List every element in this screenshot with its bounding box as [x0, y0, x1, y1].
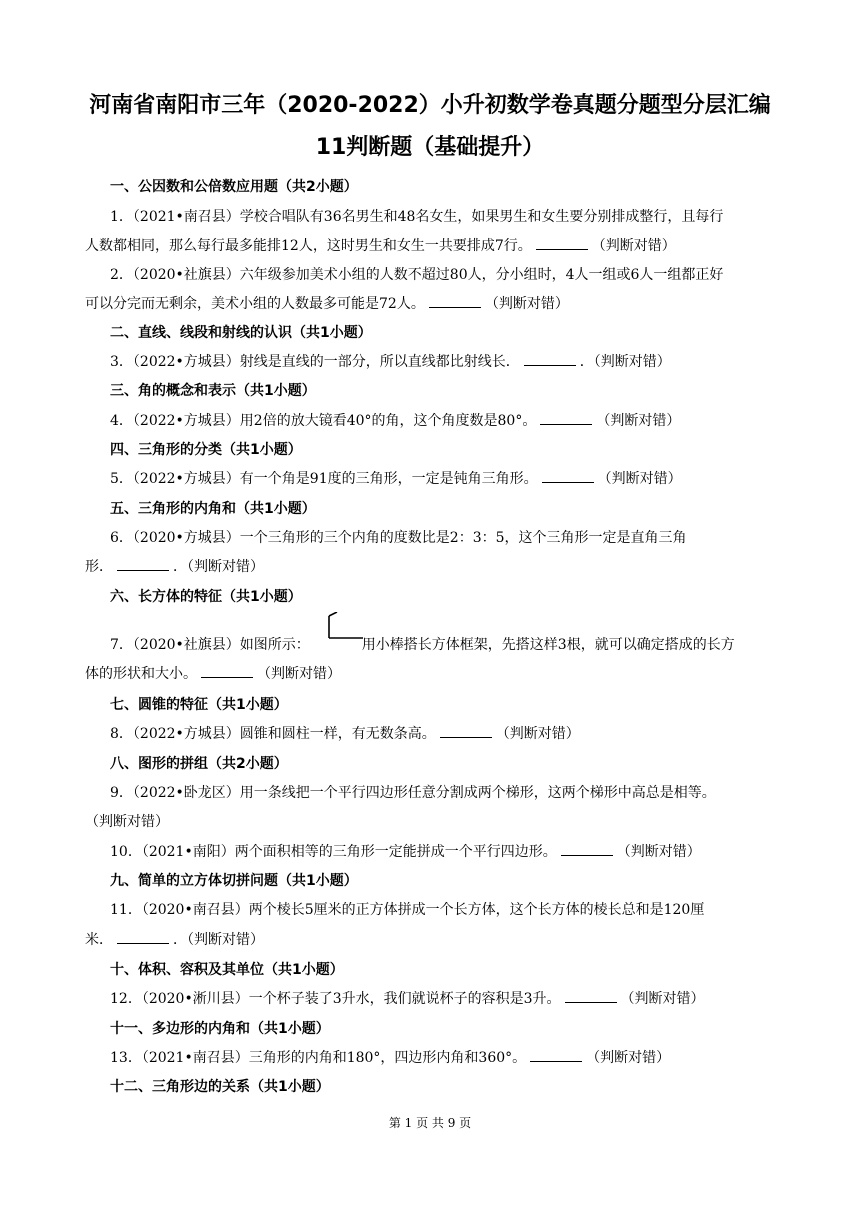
section-heading: 三、角的概念和表示（共1小题） — [110, 383, 316, 399]
section-heading: 九、简单的立方体切拼问题（共1小题） — [110, 873, 358, 889]
answer-blank[interactable] — [561, 843, 613, 856]
document-subtitle: 11判断题（基础提升） — [315, 135, 545, 160]
question-2-line-1: 2．（2020•社旗县）六年级参加美术小组的人数不超过80人，分小组时，4人一组或6人一组都正好 — [110, 267, 724, 283]
question-4: 4．（2022•方城县）用2倍的放大镜看40°的角，这个角度数是80°。 （判断对错） — [110, 413, 681, 429]
question-6-line-1: 6．（2020•方城县）一个三角形的三个内角的度数比是2：3：5，这个三角形一定是直角三角 — [110, 530, 687, 546]
answer-blank[interactable] — [565, 990, 617, 1003]
question-11-line-2: 米． ．（判断对错） — [85, 932, 264, 948]
section-heading: 七、圆锥的特征（共1小题） — [110, 697, 288, 713]
answer-blank[interactable] — [524, 353, 576, 366]
answer-blank[interactable] — [201, 665, 253, 678]
question-10: 10．（2021•南阳）两个面积相等的三角形一定能拼成一个平行四边形。 （判断对错） — [110, 844, 701, 860]
answer-blank[interactable] — [117, 931, 169, 944]
question-8: 8．（2022•方城县）圆锥和圆柱一样，有无数条高。 （判断对错） — [110, 726, 580, 742]
document-title: 河南省南阳市三年（2020-2022）小升初数学卷真题分题型分层汇编 — [89, 93, 771, 118]
question-9-line-2: （判断对错） — [85, 814, 169, 830]
section-heading: 十一、多边形的内角和（共1小题） — [110, 1021, 330, 1037]
question-1-line-2: 人数都相同，那么每行最多能排12人，这时男生和女生一共要排成7行。 （判断对错） — [85, 238, 676, 254]
section-heading: 十二、三角形边的关系（共1小题） — [110, 1079, 330, 1095]
stick-slanted — [329, 612, 337, 616]
question-1-line-1: 1．（2021•南召县）学校合唱队有36名男生和48名女生，如果男生和女生要分别排成整行，且每行 — [110, 209, 724, 225]
answer-blank[interactable] — [540, 412, 592, 425]
question-9-line-1: 9．（2022•卧龙区）用一条线把一个平行四边形任意分割成两个梯形，这两个梯形中高总是相等。 — [110, 785, 716, 801]
question-2-line-2: 可以分完而无剩余，美术小组的人数最多可能是72人。 （判断对错） — [85, 296, 569, 312]
answer-blank[interactable] — [536, 237, 588, 250]
question-11-line-1: 11．（2020•南召县）两个棱长5厘米的正方体拼成一个长方体，这个长方体的棱长总和是120厘 — [110, 902, 705, 918]
section-heading: 六、长方体的特征（共1小题） — [110, 589, 302, 605]
question-7-line-1: 7．（2020•社旗县）如图所示： 用小棒搭长方体框架，先搭这样3根，就可以确定搭成的长方 — [110, 637, 735, 653]
answer-blank[interactable] — [530, 1049, 582, 1062]
section-heading: 五、三角形的内角和（共1小题） — [110, 501, 316, 517]
answer-blank[interactable] — [117, 558, 169, 571]
question-3: 3．（2022•方城县）射线是直线的一部分，所以直线都比射线长． ．（判断对错） — [110, 354, 671, 370]
section-heading: 二、直线、线段和射线的认识（共1小题） — [110, 325, 372, 341]
answer-blank[interactable] — [440, 725, 492, 738]
question-6-line-2: 形． ．（判断对错） — [85, 559, 264, 575]
question-5: 5．（2022•方城县）有一个角是91度的三角形，一定是钝角三角形。 （判断对错） — [110, 471, 682, 487]
section-heading: 一、公因数和公倍数应用题（共2小题） — [110, 179, 358, 195]
section-heading: 十、体积、容积及其单位（共1小题） — [110, 962, 344, 978]
question-12: 12．（2020•淅川县）一个杯子装了3升水，我们就说杯子的容积是3升。 （判断对错） — [110, 991, 705, 1007]
answer-blank[interactable] — [542, 470, 594, 483]
page-footer: 第 1 页 共 9 页 — [388, 1116, 472, 1130]
section-heading: 八、图形的拼组（共2小题） — [110, 756, 288, 772]
question-13: 13．（2021•南召县）三角形的内角和180°，四边形内角和360°。 （判断对错） — [110, 1050, 671, 1066]
section-heading: 四、三角形的分类（共1小题） — [110, 442, 302, 458]
answer-blank[interactable] — [429, 295, 481, 308]
question-7-line-2: 体的形状和大小。 （判断对错） — [85, 666, 341, 682]
stick-frame-figure — [323, 612, 367, 644]
